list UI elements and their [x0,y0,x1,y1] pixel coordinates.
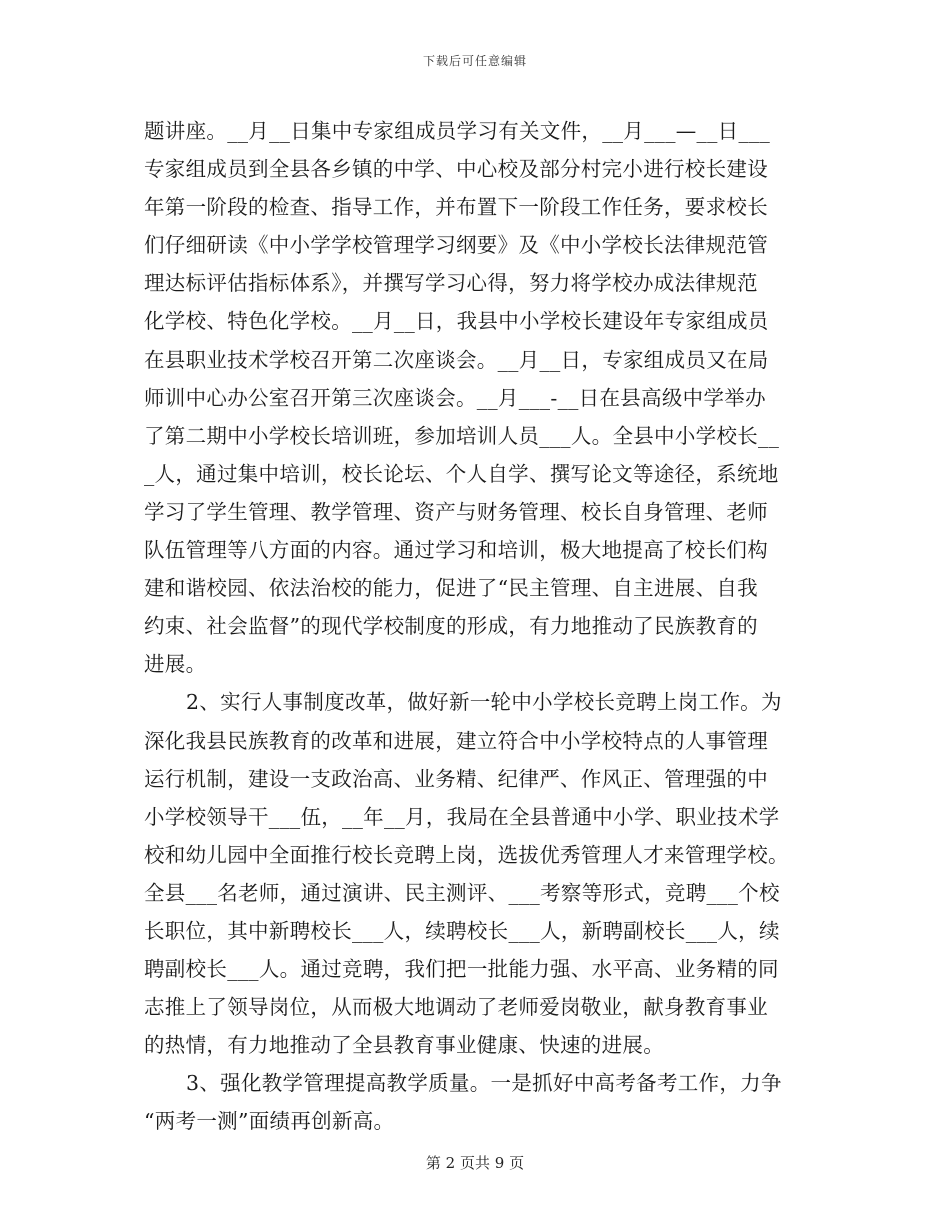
text-line: 化学校、特色化学校。__月__日，我县中小学校长建设年专家组成员 [144,309,769,334]
paragraph-start-line: 2、实行人事制度改革，做好新一轮中小学校长竞聘上岗工作。为 [186,690,782,715]
text-line: 的热情，有力地推动了全县教育事业健康、快速的进展。 [144,1033,664,1058]
page-header: 下载后可任意编辑 [422,54,527,68]
paragraph-start-line: 3、强化教学管理提高教学质量。一是抓好中高考备考工作，力争 [186,1071,782,1096]
text-line: 深化我县民族教育的改革和进展，建立符合中小学校特点的人事管理 [144,728,768,753]
text-line: “两考一测”面绩再创新高。 [144,1109,395,1134]
text-line: _人，通过集中培训，校长论坛、个人自学、撰写论文等途径，系统地 [144,461,779,486]
text-line: 在县职业技术学校召开第二次座谈会。__月__日，专家组成员又在局 [144,347,769,372]
text-line: 了第二期中小学校长培训班，参加培训人员___人。全县中小学校长__ [144,423,780,448]
text-line: 志推上了领导岗位，从而极大地调动了老师爱岗敬业，献身教育事业 [144,995,768,1020]
text-line: 年第一阶段的检查、指导工作，并布置下一阶段工作任务，要求校长 [144,195,768,220]
page-number: 第 2 页共 9 页 [425,1154,525,1172]
text-line: 题讲座。__月__日集中专家组成员学习有关文件，__月___—__日___ [144,119,771,143]
text-line: 专家组成员到全县各乡镇的中学、中心校及部分村完小进行校长建设 [144,157,768,182]
text-line: 学习了学生管理、教学管理、资产与财务管理、校长自身管理、老师 [144,499,768,524]
text-line: 理达标评估指标体系》，并撰写学习心得，努力将学校办成法律规范 [144,271,758,296]
text-line: 长职位，其中新聘校长___人，续聘校长___人，新聘副校长___人，续 [144,918,780,943]
text-line: 进展。 [144,652,207,677]
text-line: 校和幼儿园中全面推行校长竞聘上岗，选拔优秀管理人才来管理学校。 [144,842,789,867]
text-line: 聘副校长___人。通过竞聘，我们把一批能力强、水平高、业务精的同 [144,957,779,982]
text-line: 运行机制，建设一支政治高、业务精、纪律严、作风正、管理强的中 [144,766,768,791]
text-line: 们仔细研读《中小学学校管理学习纲要》及《中小学校长法律规范管 [144,233,768,258]
text-line: 约束、社会监督”的现代学校制度的形成，有力地推动了民族教育的 [144,614,758,639]
document-body [144,112,806,1141]
text-line: 队伍管理等八方面的内容。通过学习和培训，极大地提高了校长们构 [144,538,768,563]
text-line: 全县___名老师，通过演讲、民主测评、___考察等形式，竞聘___个校 [144,880,780,905]
text-line: 师训中心办公室召开第三次座谈会。__月___-__日在县高级中学举办 [144,385,766,410]
text-line: 小学校领导干___伍，__年__月，我局在全县普通中小学、职业技术学 [144,804,780,829]
text-line: 建和谐校园、依法治校的能力，促进了“民主管理、自主进展、自我 [144,576,758,601]
